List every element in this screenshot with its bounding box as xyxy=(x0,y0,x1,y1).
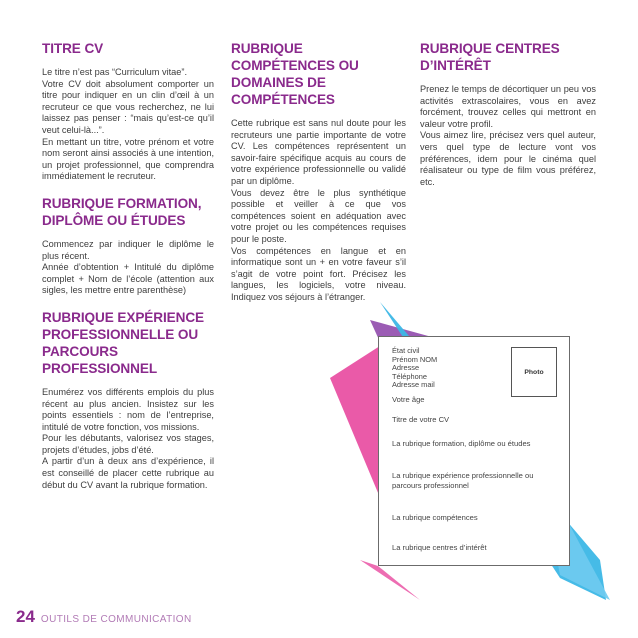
competences-heading: RUBRIQUE COMPÉTENCES OU DOMAINES DE COMPÉTENCES xyxy=(231,41,359,107)
titre-cv-text: Le titre n’est pas “Curriculum vitae”. Votre CV doit absolument comporter un titre pour indiquer en un clin d’œil à un recruteur ce que vous recherchez, ne lui laissez pas penser : “mais qu’est-ce qu’il veut celui-là...”. En mettant un titre, votre prénom et votre nom seront ainsi associés à une intention, un projet professionnel, que comprendra immédiatement le recruteur. xyxy=(42,67,214,182)
column-middle xyxy=(231,40,406,304)
section-label: OUTILS DE COMMUNICATION xyxy=(40,614,192,625)
cv-competences-line: La rubrique compétences xyxy=(392,513,478,522)
interets-heading: RUBRIQUE CENTRES D’INTÉRÊT xyxy=(420,41,560,73)
formation-heading: RUBRIQUE FORMATION, DIPLÔME OU ÉTUDES xyxy=(42,195,202,228)
column-right xyxy=(420,40,596,188)
cv-template-card xyxy=(378,336,570,566)
cv-identity-block: État civil Prénom NOM Adresse Téléphone Adresse mail xyxy=(392,346,438,390)
formation-text: Commencez par indiquer le diplôme le plus récent. Année d’obtention + Intitulé du diplôme complet + Nom de l’école (attention aux sigles, les mettre entre parenthèse) xyxy=(42,238,214,296)
cv-interets-line: La rubrique centres d’intérêt xyxy=(392,543,487,552)
page-footer xyxy=(16,607,192,627)
experience-text: Enumérez vos différents emplois du plus récent au plus ancien. Insistez sur les points essentiels : nom de l’entreprise, intitulé de votre fonction, vos missions. Pour les débutants, valorisez vos stages, projets d’études, jobs d’été. A partir d’un à deux ans d’expérience, il est conseillé de placer cette rubrique au début du CV avant la rubrique formation. xyxy=(42,386,214,490)
competences-text: Cette rubrique est sans nul doute pour les recruteurs une partie importante de votre CV. Les compétences représentent un savoir-faire spécifique acquis au cours de votre expérience professionnelle ou validé par un diplôme. Vous devez être le plus synthétique possible et veiller à ce que vos compétences soient en adéquation avec votre projet ou les compétences requises pour le poste. Vos compétences en langue et en informatique sont un + en votre faveur s’il s’agit de votre point fort. Précisez les langues, les logiciels, votre niveau. Indiquez vos séjours à l’étranger. xyxy=(231,118,406,302)
titre-cv-heading: TITRE CV xyxy=(42,41,104,56)
pink-triangle-shape-bottom xyxy=(360,560,420,600)
cv-formation-line: La rubrique formation, diplôme ou études xyxy=(392,439,531,448)
photo-placeholder: Photo xyxy=(511,347,557,397)
cv-age-line: Votre âge xyxy=(392,395,425,404)
experience-heading: RUBRIQUE EXPÉRIENCE PROFESSIONNELLE OU PARCOURS PROFESSIONNEL xyxy=(42,309,205,376)
cv-experience-line: La rubrique expérience professionnelle ou parcours professionnel xyxy=(392,471,534,490)
cv-title-line: Titre de votre CV xyxy=(392,415,450,424)
page-number: 24 xyxy=(16,607,35,626)
column-left xyxy=(42,40,214,491)
interets-text: Prenez le temps de décortiquer un peu vos activités extrascolaires, vous en avez forcément, trouvez celles qui mettront en valeur votre profil. Vous aimez lire, précisez vers quel auteur, vers quel type de lecture vont vos préférences, idem pour le cinéma quel réalisateur ou type de film vous préférez, etc. xyxy=(420,84,596,187)
